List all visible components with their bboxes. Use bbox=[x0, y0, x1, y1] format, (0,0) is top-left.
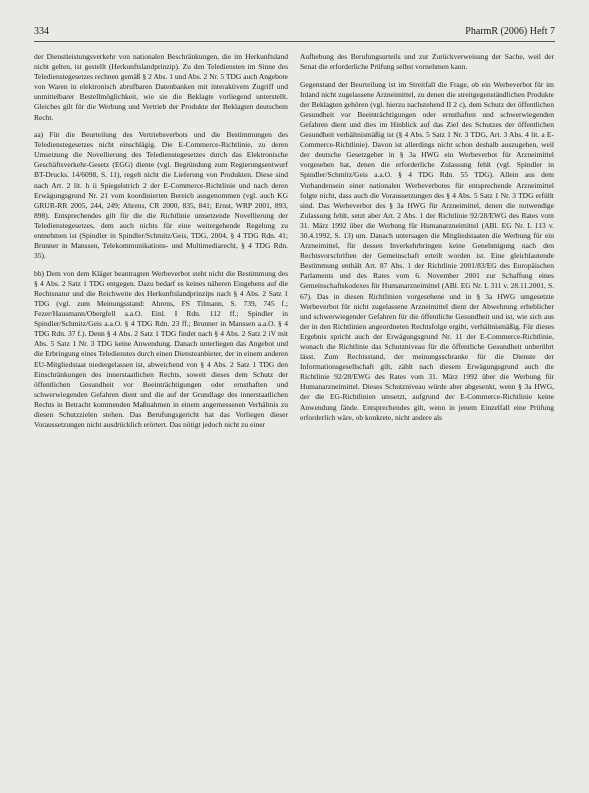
journal-citation: PharmR (2006) Heft 7 bbox=[465, 26, 555, 37]
paragraph: Aufhebung des Berufungsurteils und zur Zurückverweisung der Sache, weil der Senat die erforderliche Prüfung selbst vornehmen kann. bbox=[300, 52, 554, 72]
left-column bbox=[34, 52, 288, 438]
paragraph: aa) Für die Beurteilung des Vertriebsverbots und die Bestimmungen des Teledienstegesetzes nicht einschlägig. Die E-Commerce-Richtlinie, zu deren Umsetzung die Novellierung des Teledienstegesetzes durch das Elektronische Geschäftsverkehr-Gesetz (EGG) diente (vgl. Begründung zum Regierungsentwurf BT-Drucks. 14/6098, S. 11), regelt nicht die Lieferung von Produkten. Diese sind nach Art. 2 lit. h ii Spiegelstrich 2 der E-Commerce-Richtlinie und nach deren Erwägungsgrund Nr. 21 vom koordinierten Bereich ausgenommen (vgl. auch KG GRUR-RR 2005, 244, 249; Ahrens, CR 2000, 835, 841; Ernst, WRP 2001, 893, 898). Entsprechendes gilt für die die Richtlinie umsetzende Novellierung der Teledienstegesetzes, dem auch nichts für eine weitergehende Regelung zu entnehmen ist (Spindler in Spindler/Schmitz/Geis, TDG, 2004, § 4 TDG Rdn. 41; Brunner in Manssen, Telekommunikations- und Multimediarecht, § 4 TDG Rdn. 35). bbox=[34, 130, 288, 261]
right-column bbox=[300, 52, 554, 430]
header-rule bbox=[34, 41, 555, 42]
page-number: 334 bbox=[34, 26, 49, 37]
page-header bbox=[34, 24, 555, 40]
paragraph: Gegenstand der Beurteilung ist im Streitfall die Frage, ob ein Werbeverbot für im Inland nicht zugelassene Arzneimittel, zu denen die streitgegenständlichen Produkte der Beklagten gehören (vgl. hierzu nachstehend II 2 c), dem Schutz der öffentlichen Gesundheit vor Beeinträchtigungen oder ernsthaften und schwerwiegenden Gefahren dient und dies im Hinblick auf das Ziel des Schutzes der öffentlichen Gesundheit verhältnismäßig ist (§ 4 Abs. 5 Satz 1 Nr. 3 TDG, Art. 3 Abs. 4 lit. a E-Commerce-Richtlinie). Davon ist allerdings nicht schon deshalb auszugehen, weil der deutsche Gesetzgeber in § 3a HWG ein Werbeverbot für Arzneimittel vorgesehen hat, denen die erforderliche Zulassung fehlt (vgl. Spindler in Spindler/Schmitz/Geis a.a.O. § 4 TDG Rdn. 55 TDG). Allein aus dem Vorhandensein einer nationalen Werbeverbotes für entsprechende Arzneimittel folgte nicht, dass auch die Voraussetzungen des § 4 Abs. 5 Satz 1 Nr. 3 TDG erfüllt sind. Das Werbeverbot des § 3a HWG für Arzneimittel, denen die notwendige Zulassung fehlt, setzt aber Art. 2 Abs. 1 der Richtlinie 92/28/EWG des Rates vom 31. März 1992 über die Werbung für Humanarzneimittel (ABl. EG Nr. L 113 v. 30.4.1992, S. 13) um. Danach untersagen die Mitgliedstaaten die Werbung für ein Arzneimittel, für dessen Inverkehrbringen keine Genehmigung nach den Rechtsvorschriften der Gemeinschaft erteilt worden ist. Eine gleichlautende Bestimmung enthält Art. 87 Abs. 1 der Richtlinie 2001/83/EG des Europäischen Parlaments und des Rates vom 6. November 2001 zur Schaffung eines Gemeinschaftskodexes für Humanarzneimittel (ABl. EG Nr. L 311 v. 28.11.2001, S. 67). Das in diesen Richtlinien vorgesehene und in § 3a HWG umgesetzte Werbeverbot für nicht zugelassene Arzneimittel dient der Abwehrung erheblicher und schwerwiegender Gefahren für die öffentliche Gesundheit und ist, wie sich aus der in den Richtlinien angeordneten Rechtsfolge ergibt, verhältnismäßig. Für dieses Ergebnis spricht auch der Erwägungsgrund Nr. 11 der E-Commerce-Richtlinie, wonach die Richtlinie das Schutzniveau für die öffentliche Gesundheit unberührt lässt. Zum Rechtsstand, der meinungsschranke für die Dienste der Informationsgesellschaft gilt, zählt nach diesem Erwägungsgrund auch die Richtlinie 92/28/EWG des Rates vom 31. März 1992 über die Werbung für Humanarzneimittel. Dieses Schutzniveau würde aber abgesenkt, wenn § 3a HWG, der die EG-Richtlinien umsetzt, aufgrund der E-Commerce-Richtlinie keine Anwendung fände. Entsprechendes gilt, wenn in jenem Einzelfall eine Prüfung erforderlich wäre, ob konkrete, nicht andere als bbox=[300, 79, 554, 422]
paragraph: bb) Dem von dem Kläger beantragten Werbeverbot steht nicht die Bestimmung des § 4 Abs. 2 Satz 1 TDG entgegen. Dazu bedarf es keines näheren Eingehens auf die Rechtsnatur und die Reichweite des Herkunftslandprinzips nach § 4 Abs. 2 Satz 1 TDG (vgl. zum Meinungsstand: Ahrens, FS Tilmann, S. 739, 745 f.; Fezer/Hausmann/Obergfell a.a.O. Einl. I Rdn. 112 ff.; Spindler in Spindler/Schmitz/Geis a.a.O. § 4 TDG Rdn. 23 ff.; Brunner in Manssen a.a.O. § 4 TDG Rdn. 37 f.). Denn § 4 Abs. 2 Satz 1 TDG findet nach § 4 Abs. 2 Satz 2 iV mit Abs. 5 Satz 1 Nr. 3 TDG keine Anwendung. Danach unterliegen das Angebot und die Erbringung eines Teledienstes durch einen Diensteanbieter, der in einem anderen EU-Mitgliedstaat niedergelassen ist, abweichend von § 4 Abs. 2 Satz 1 TDG den Einschränkungen des innerstaatlichen Rechts, soweit dieses dem Schutz der öffentlichen Gesundheit vor Beeinträchtigungen oder ernsthaften und schwerwiegenden Gefahren dient und die auf der Grundlage des innerstaatlichen Rechts in Betracht kommenden Maßnahmen in einem angemessenen Verhältnis zu diesen Schutzzielen stehen. Das Berufungsgericht hat das Vorliegen dieser Voraussetzungen nicht ausdrücklich erörtert. Das nötigt jedoch nicht zu einer bbox=[34, 268, 288, 430]
paragraph: der Dienstleistungsverkehr von nationalen Beschränkungen, die im Herkunftsland nicht gelten, ist gestellt (Herkunftslandprinzip). Zu den Telediensten im Sinne des Teledienstegesetzes rechnen gemäß § 2 Abs. 1 und Abs. 2 Nr. 5 TDG auch Angebote von Waren in elektronisch abrufbaren Datenbanken mit interaktivem Zugriff und unmittelbarer Bestellmöglichkeit, wie sie die Beklagte vorliegend unterstellt. Gleiches gilt für die Werbung und Vertrieb der Produkte der Beklagten deutschem Recht. bbox=[34, 52, 288, 122]
